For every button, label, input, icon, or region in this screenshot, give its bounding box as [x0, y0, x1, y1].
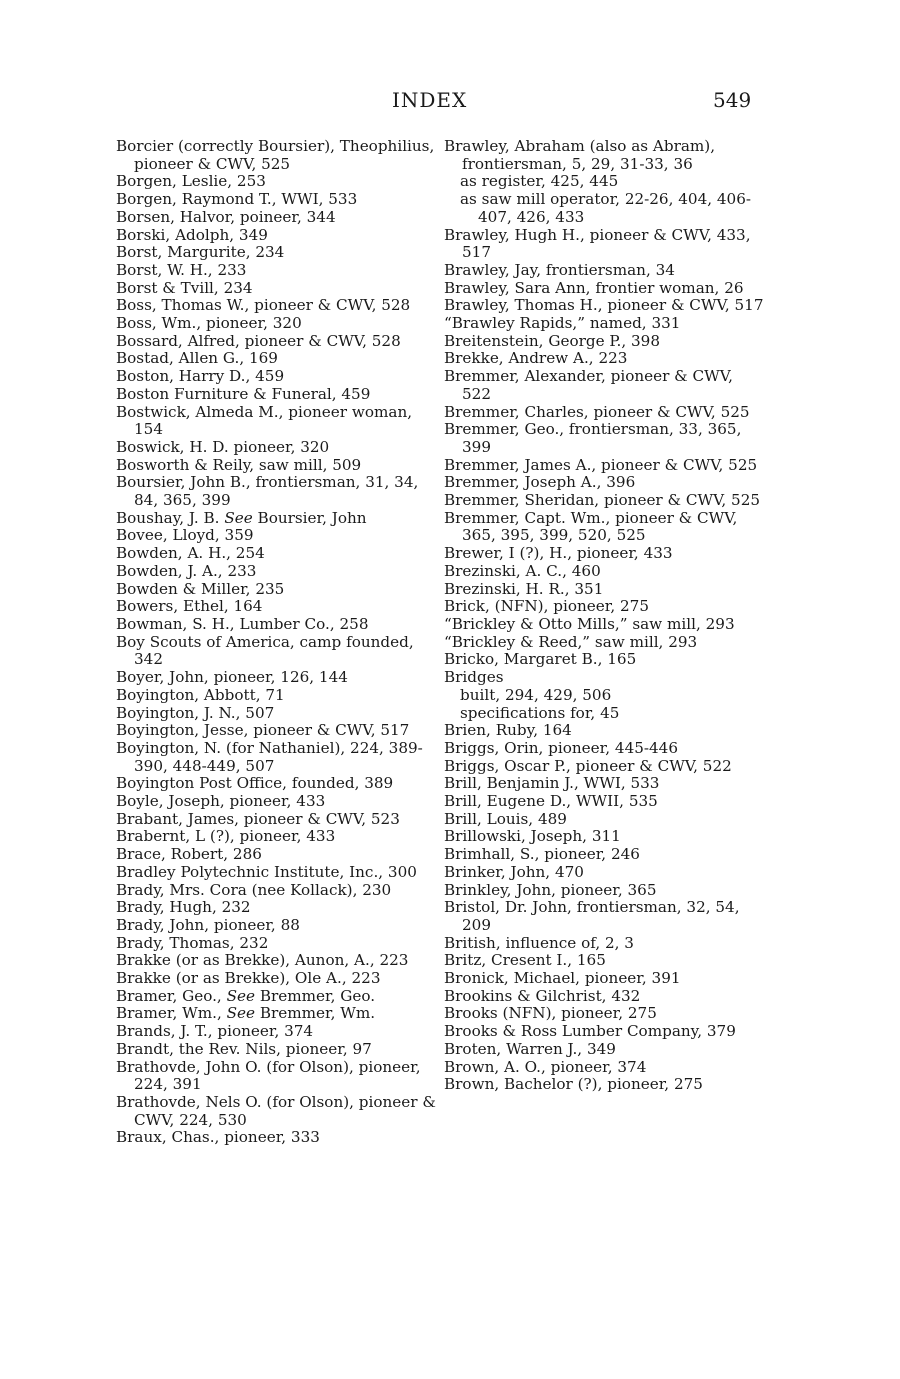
entry-text: Borgen, Leslie, 253	[116, 172, 266, 191]
entry-text: Brillowski, Joseph, 311	[444, 827, 621, 846]
entry-text: Boston Furniture & Funeral, 459	[116, 384, 371, 403]
index-entry	[444, 138, 764, 173]
entry-text: Bostwick, Almeda M., pioneer woman, 154	[116, 402, 413, 439]
entry-text: Borski, Adolph, 349	[116, 225, 268, 244]
entry-text: British, influence of, 2, 3	[444, 933, 634, 952]
see-target: Bremmer, Wm.	[259, 1004, 376, 1023]
see-target: Boursier, John	[257, 508, 367, 527]
entry-text: Bramer, Geo.,	[116, 986, 222, 1005]
index-entry	[444, 1041, 764, 1059]
index-entry	[116, 474, 436, 509]
entry-text: Brekke, Andrew A., 223	[444, 349, 628, 368]
index-entry	[444, 988, 764, 1006]
entry-text: Boy Scouts of America, camp founded, 342	[116, 632, 414, 669]
see-reference: See	[224, 508, 253, 527]
index-entry	[116, 545, 436, 563]
index-entry	[444, 864, 764, 882]
index-entry	[444, 510, 764, 545]
entry-text: Bramer, Wm.,	[116, 1004, 222, 1023]
entry-text: Boushay, J. B.	[116, 508, 220, 527]
index-entry	[116, 775, 436, 793]
entry-text: as saw mill operator, 22-26, 404, 406-407, 426, 433	[460, 190, 752, 226]
entry-text: Brandt, the Rev. Nils, pioneer, 97	[116, 1039, 372, 1058]
index-entry	[116, 1059, 436, 1094]
entry-text: Brooks (NFN), pioneer, 275	[444, 1004, 657, 1023]
index-entry	[116, 793, 436, 811]
entry-text: Brathovde, Nels O. (for Olson), pioneer & CWV, 224, 530	[116, 1092, 436, 1129]
index-entry	[444, 333, 764, 351]
entry-text: Brookins & Gilchrist, 432	[444, 986, 641, 1005]
entry-text: Bremmer, Joseph A., 396	[444, 473, 636, 492]
index-entry	[444, 722, 764, 740]
index-entry	[444, 315, 764, 333]
entry-text: Brabant, James, pioneer & CWV, 523	[116, 809, 400, 828]
entry-text: Borst, Margurite, 234	[116, 243, 285, 262]
index-entry	[116, 581, 436, 599]
index-entry	[116, 917, 436, 935]
entry-text: Borst, W. H., 233	[116, 260, 247, 279]
index-entry	[116, 616, 436, 634]
entry-text: Breitenstein, George P., 398	[444, 331, 660, 350]
entry-text: “Brickley & Reed,” saw mill, 293	[444, 632, 698, 651]
entry-text: Bremmer, Charles, pioneer & CWV, 525	[444, 402, 750, 421]
entry-text: Brakke (or as Brekke), Ole A., 223	[116, 969, 381, 988]
index-entry	[444, 1005, 764, 1023]
index-entry	[116, 1129, 436, 1147]
index-entry	[444, 899, 764, 934]
index-entry	[116, 315, 436, 333]
entry-text: Brill, Louis, 489	[444, 809, 567, 828]
entry-text: Bowden, J. A., 233	[116, 561, 257, 580]
entry-text: Brady, Thomas, 232	[116, 933, 269, 952]
entry-text: Boss, Thomas W., pioneer & CWV, 528	[116, 296, 411, 315]
index-entry	[116, 705, 436, 723]
index-subentry	[444, 191, 764, 226]
index-entry	[116, 1094, 436, 1129]
index-subentry	[444, 705, 764, 723]
index-entry	[444, 846, 764, 864]
entry-text: Brown, A. O., pioneer, 374	[444, 1057, 647, 1076]
entry-text: Brinker, John, 470	[444, 862, 584, 881]
entry-text: Bostad, Allen G., 169	[116, 349, 278, 368]
index-entry	[444, 297, 764, 315]
index-entry	[444, 970, 764, 988]
page-number: 549	[713, 88, 752, 112]
entry-text: Broten, Warren J., 349	[444, 1039, 616, 1058]
entry-text: Boyer, John, pioneer, 126, 144	[116, 668, 348, 687]
entry-text: Briggs, Oscar P., pioneer & CWV, 522	[444, 756, 732, 775]
index-entry	[444, 1076, 764, 1094]
entry-text: Brezinski, H. R., 351	[444, 579, 604, 598]
index-entry	[444, 634, 764, 652]
index-entry	[116, 882, 436, 900]
entry-text: Bridges	[444, 668, 504, 687]
entry-text: Bowman, S. H., Lumber Co., 258	[116, 614, 369, 633]
index-entry	[116, 1041, 436, 1059]
entry-text: Brimhall, S., pioneer, 246	[444, 845, 640, 864]
entry-text: Brien, Ruby, 164	[444, 721, 572, 740]
page-header	[0, 88, 900, 114]
entry-text: Brady, Mrs. Cora (nee Kollack), 230	[116, 880, 392, 899]
index-entry	[116, 209, 436, 227]
index-entry	[444, 563, 764, 581]
entry-text: Bradley Polytechnic Institute, Inc., 300	[116, 862, 417, 881]
index-entry	[444, 740, 764, 758]
entry-text: Bowers, Ethel, 164	[116, 597, 263, 616]
index-entry	[444, 793, 764, 811]
index-entry	[444, 227, 764, 262]
index-entry	[116, 970, 436, 988]
entry-text: Borcier (correctly Boursier), Theophilius, pioneer & CWV, 525	[116, 137, 435, 173]
entry-text: Boyington, Abbott, 71	[116, 685, 285, 704]
index-entry	[444, 280, 764, 298]
index-column-left	[116, 138, 436, 1147]
index-entry	[116, 935, 436, 953]
entry-text: Borgen, Raymond T., WWI, 533	[116, 190, 358, 209]
index-entry	[116, 1005, 436, 1023]
index-entry	[444, 828, 764, 846]
entry-text: Bremmer, Alexander, pioneer & CWV, 522	[444, 367, 733, 403]
entry-text: Boyington, N. (for Nathaniel), 224, 389-390, 448-449, 507	[116, 738, 423, 775]
entry-text: Bricko, Margaret B., 165	[444, 650, 637, 669]
index-entry	[116, 899, 436, 917]
index-entry	[444, 474, 764, 492]
index-entry	[116, 828, 436, 846]
index-entry	[116, 811, 436, 829]
entry-text: Bossard, Alfred, pioneer & CWV, 528	[116, 331, 401, 350]
see-target: Bremmer, Geo.	[259, 986, 376, 1005]
see-reference: See	[226, 986, 255, 1005]
index-entry	[116, 598, 436, 616]
index-entry	[116, 563, 436, 581]
entry-text: Bremmer, James A., pioneer & CWV, 525	[444, 455, 758, 474]
entry-text: Brill, Eugene D., WWII, 535	[444, 792, 658, 811]
entry-text: Boston, Harry D., 459	[116, 367, 285, 386]
entry-text: Brawley, Sara Ann, frontier woman, 26	[444, 278, 744, 297]
entry-text: Bremmer, Geo., frontiersman, 33, 365, 399	[444, 420, 742, 456]
index-entry	[116, 864, 436, 882]
index-entry	[444, 935, 764, 953]
index-entry	[116, 350, 436, 368]
index-entry	[444, 775, 764, 793]
entry-text: Brabernt, L (?), pioneer, 433	[116, 827, 336, 846]
index-subentry	[444, 687, 764, 705]
entry-text: Brawley, Abraham (also as Abram), frontiersman, 5, 29, 31-33, 36	[444, 137, 716, 173]
index-entry	[116, 687, 436, 705]
index-entry	[116, 297, 436, 315]
index-entry	[444, 545, 764, 563]
index-entry	[444, 368, 764, 403]
index-entry	[444, 616, 764, 634]
entry-text: Brawley, Jay, frontiersman, 34	[444, 260, 675, 279]
entry-text: Briggs, Orin, pioneer, 445-446	[444, 738, 679, 757]
index-entry	[116, 439, 436, 457]
entry-text: Boss, Wm., pioneer, 320	[116, 314, 302, 333]
index-entry	[116, 262, 436, 280]
index-entry	[444, 421, 764, 456]
index-entry	[444, 457, 764, 475]
entry-text: Brady, Hugh, 232	[116, 898, 251, 917]
index-entry	[444, 492, 764, 510]
entry-text: Britz, Cresent I., 165	[444, 951, 606, 970]
entry-text: Bremmer, Capt. Wm., pioneer & CWV, 365, 395, 399, 520, 525	[444, 508, 738, 545]
entry-text: Brands, J. T., pioneer, 374	[116, 1022, 314, 1041]
entry-text: “Brawley Rapids,” named, 331	[444, 314, 681, 333]
entry-text: Brakke (or as Brekke), Aunon, A., 223	[116, 951, 409, 970]
index-entry	[116, 280, 436, 298]
entry-text: Boursier, John B., frontiersman, 31, 34, 84, 365, 399	[116, 473, 419, 510]
entry-text: as register, 425, 445	[460, 172, 619, 191]
index-entry	[116, 527, 436, 545]
index-entry	[116, 634, 436, 669]
entry-text: Boyington, J. N., 507	[116, 703, 275, 722]
entry-text: Brady, John, pioneer, 88	[116, 915, 300, 934]
index-entry	[444, 952, 764, 970]
index-entry	[444, 350, 764, 368]
index-entry	[116, 404, 436, 439]
entry-text: Brace, Robert, 286	[116, 845, 262, 864]
index-entry	[116, 722, 436, 740]
index-entry	[444, 811, 764, 829]
index-entry	[116, 244, 436, 262]
entry-text: Bowden, A. H., 254	[116, 544, 265, 563]
index-entry	[444, 581, 764, 599]
index-entry	[116, 368, 436, 386]
index-entry	[116, 457, 436, 475]
entry-text: Boyington Post Office, founded, 389	[116, 774, 394, 793]
entry-text: Bosworth & Reily, saw mill, 509	[116, 455, 362, 474]
entry-text: Borst & Tvill, 234	[116, 278, 253, 297]
index-entry	[444, 651, 764, 669]
entry-text: Boyington, Jesse, pioneer & CWV, 517	[116, 721, 410, 740]
entry-text: Brick, (NFN), pioneer, 275	[444, 597, 649, 616]
index-entry	[116, 510, 436, 528]
index-entry	[444, 1059, 764, 1077]
index-entry	[116, 173, 436, 191]
index-entry	[116, 386, 436, 404]
entry-text: Braux, Chas., pioneer, 333	[116, 1128, 320, 1147]
see-reference: See	[226, 1004, 255, 1023]
index-entry	[116, 846, 436, 864]
index-entry	[116, 138, 436, 173]
index-entry	[116, 1023, 436, 1041]
entry-text: Bremmer, Sheridan, pioneer & CWV, 525	[444, 491, 761, 510]
index-entry	[116, 952, 436, 970]
entry-text: specifications for, 45	[460, 703, 620, 722]
entry-text: Bovee, Lloyd, 359	[116, 526, 254, 545]
index-entry	[444, 404, 764, 422]
entry-text: Brezinski, A. C., 460	[444, 561, 601, 580]
index-entry	[116, 669, 436, 687]
entry-text: Brooks & Ross Lumber Company, 379	[444, 1022, 736, 1041]
index-entry	[444, 669, 764, 687]
entry-text: Brawley, Thomas H., pioneer & CWV, 517	[444, 296, 764, 315]
entry-text: Brown, Bachelor (?), pioneer, 275	[444, 1075, 703, 1094]
index-entry	[116, 740, 436, 775]
entry-text: Brewer, I (?), H., pioneer, 433	[444, 544, 673, 563]
entry-text: “Brickley & Otto Mills,” saw mill, 293	[444, 614, 735, 633]
page-title: INDEX	[392, 88, 468, 112]
index-column-right	[444, 138, 764, 1094]
entry-text: Brawley, Hugh H., pioneer & CWV, 433, 517	[444, 225, 751, 262]
entry-text: Boswick, H. D. pioneer, 320	[116, 437, 330, 456]
index-entry	[116, 988, 436, 1006]
entry-text: built, 294, 429, 506	[460, 685, 612, 704]
index-entry	[116, 333, 436, 351]
entry-text: Brill, Benjamin J., WWI, 533	[444, 774, 660, 793]
entry-text: Borsen, Halvor, poineer, 344	[116, 207, 336, 226]
index-subentry	[444, 173, 764, 191]
entry-text: Bowden & Miller, 235	[116, 579, 285, 598]
index-entry	[444, 598, 764, 616]
entry-text: Brathovde, John O. (for Olson), pioneer, 224, 391	[116, 1057, 421, 1094]
index-entry	[444, 882, 764, 900]
index-entry	[116, 227, 436, 245]
index-entry	[116, 191, 436, 209]
entry-text: Boyle, Joseph, pioneer, 433	[116, 792, 326, 811]
index-entry	[444, 1023, 764, 1041]
index-entry	[444, 262, 764, 280]
entry-text: Bristol, Dr. John, frontiersman, 32, 54, 209	[444, 898, 740, 934]
entry-text: Bronick, Michael, pioneer, 391	[444, 969, 681, 988]
index-entry	[444, 758, 764, 776]
entry-text: Brinkley, John, pioneer, 365	[444, 880, 657, 899]
